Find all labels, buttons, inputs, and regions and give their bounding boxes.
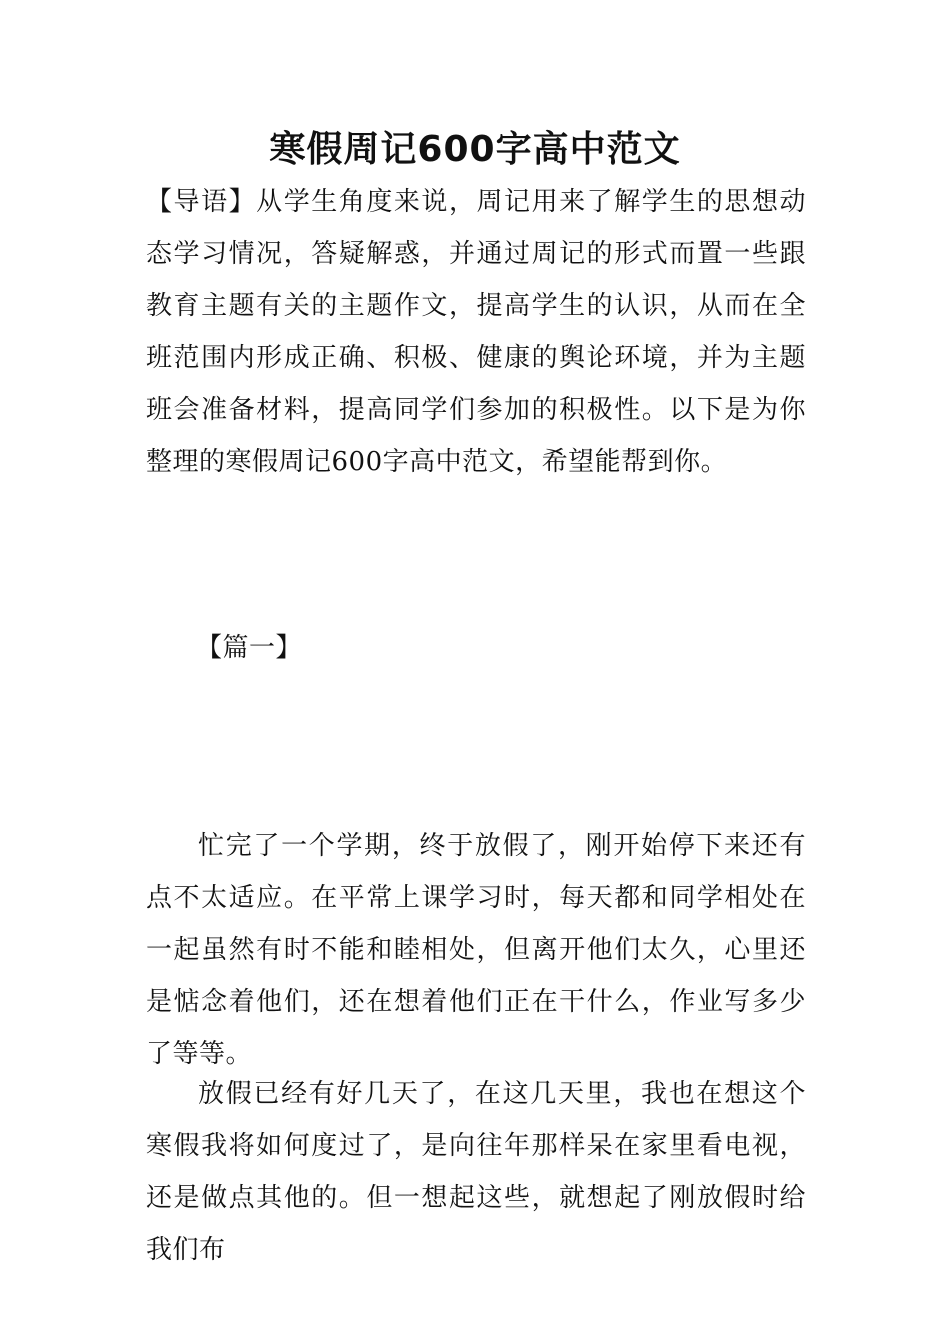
intro-paragraph: 【导语】从学生角度来说，周记用来了解学生的思想动态学习情况，答疑解惑，并通过周记的形式而置一些跟教育主题有关的主题作文，提高学生的认识，从而在全班范围内形成正确、积极、健康的舆论环境，并为主题班会准备材料，提高同学们参加的积极性。以下是为你整理的寒假周记600字高中范文，希望能帮到你。 (146, 187, 806, 477)
section-heading: 【篇一】 (196, 633, 303, 663)
body-paragraph-2: 放假已经有好几天了，在这几天里，我也在想这个寒假我将如何度过了，是向往年那样呆在家里看电视，还是做点其他的。但一想起这些，就想起了刚放假时给我们布 (146, 1079, 806, 1265)
document-title: 寒假周记600字高中范文 (269, 129, 681, 170)
body-paragraph-1: 忙完了一个学期，终于放假了，刚开始停下来还有点不太适应。在平常上课学习时，每天都和同学相处在一起虽然有时不能和睦相处，但离开他们太久，心里还是惦念着他们，还在想着他们正在干什么，作业写多少了等等。 (146, 831, 806, 1069)
